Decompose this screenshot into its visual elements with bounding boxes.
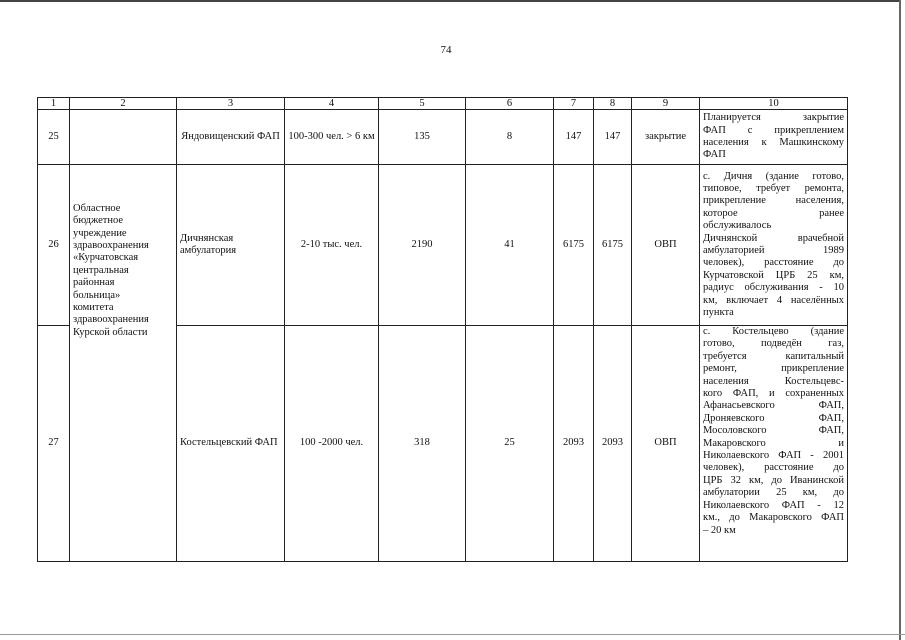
institution-line: центральная: [73, 264, 129, 276]
institution-line: Областное: [73, 202, 121, 214]
note-line: Макаровского и: [703, 437, 844, 449]
note-line: требуется капитальный: [703, 350, 844, 362]
institution-cell: [70, 165, 177, 562]
note-line: Николаевского ФАП - 12: [703, 499, 844, 511]
note-line: населения Костельцевс-: [703, 375, 844, 387]
header-cell: 8: [594, 98, 632, 110]
page-top-edge: [0, 0, 900, 2]
institution-line: учреждение: [73, 227, 127, 239]
value-col5: 318: [379, 326, 466, 562]
value-col5: 135: [379, 110, 466, 165]
note-line: ремонт, прикрепление: [703, 363, 844, 375]
header-cell: 10: [700, 98, 848, 110]
header-cell: 5: [379, 98, 466, 110]
value-col8: 147: [594, 110, 632, 165]
note-line: радиус обслуживания - 10: [703, 282, 844, 294]
row-number: 27: [38, 326, 70, 562]
header-cell: 1: [38, 98, 70, 110]
value-col6: 25: [466, 326, 554, 562]
table-row: [38, 110, 848, 165]
note-line: ЦРБ 32 км, до Иванинской: [703, 474, 844, 486]
facility-name: Дичнянская амбулатория: [177, 165, 285, 326]
note-cell: [700, 165, 848, 326]
note-line: готово, подведён газ,: [703, 338, 844, 350]
page-right-edge: [899, 0, 901, 640]
value-col7: 2093: [554, 326, 594, 562]
institution-line: комитета: [73, 302, 114, 314]
value-col5: 2190: [379, 165, 466, 326]
row-number: 26: [38, 165, 70, 326]
note-line: Дроняевского ФАП,: [703, 412, 844, 424]
institution-line: здравоохранения: [73, 239, 149, 251]
note-line: Афанасьевского ФАП,: [703, 400, 844, 412]
note-line: кого ФАП, и сохраненных: [703, 388, 844, 400]
note-line: обслуживалось: [703, 220, 772, 232]
note-line: амбулаторией 1989: [703, 245, 844, 256]
note-line: с. Костельцево (здание: [703, 326, 844, 337]
institution-line: здравоохранения: [73, 314, 149, 326]
note-cell: [700, 110, 848, 165]
facility-name: Костельцевский ФАП: [177, 326, 285, 562]
header-cell: 9: [632, 98, 700, 110]
facility-name: Яндовищенский ФАП: [177, 110, 285, 165]
header-cell: 4: [285, 98, 379, 110]
note-line: Дичнянской врачебной: [703, 232, 844, 244]
note-line: км., до Макаровского ФАП: [703, 512, 844, 524]
note-line: Мосоловского ФАП,: [703, 425, 844, 437]
note-line: – 20 км: [703, 524, 736, 536]
note-cell: [700, 326, 848, 562]
note-line: Николаевского ФАП - 2001: [703, 450, 844, 462]
note-line: которое ранее: [703, 207, 844, 219]
row-number: 25: [38, 110, 70, 165]
institution-line: бюджетное: [73, 215, 124, 227]
institution-line: больница»: [73, 289, 121, 301]
note-line: пункта: [703, 307, 734, 319]
institution-line: «Курчатовская: [73, 252, 139, 264]
planned-action: ОВП: [632, 165, 700, 326]
population-range: 100 -2000 чел.: [285, 326, 379, 562]
planned-action: закрытие: [632, 110, 700, 165]
header-cell: 2: [70, 98, 177, 110]
value-col8: 2093: [594, 326, 632, 562]
institution-line: Курской области: [73, 326, 148, 338]
value-col8: 6175: [594, 165, 632, 326]
note-line: человек), расстояние до: [703, 257, 844, 269]
value-col7: 147: [554, 110, 594, 165]
institution-line: районная: [73, 277, 115, 289]
note-line: амбулатории 25 км, до: [703, 487, 844, 499]
facilities-table: [37, 97, 848, 562]
note-line: человек), расстояние до: [703, 462, 844, 474]
value-col7: 6175: [554, 165, 594, 326]
planned-action: ОВП: [632, 326, 700, 562]
header-cell: 6: [466, 98, 554, 110]
note-line: с. Дичня (здание готово,: [703, 170, 844, 182]
table-row: [38, 165, 848, 326]
header-cell: 7: [554, 98, 594, 110]
note-line: ФАП: [703, 149, 726, 161]
value-col6: 41: [466, 165, 554, 326]
page-bottom-edge: [0, 634, 905, 635]
note-line: Курчатовской ЦРБ 25 км,: [703, 269, 844, 281]
note-line: типовое, требует ремонта,: [703, 182, 844, 194]
note-line: прикрепление населения,: [703, 195, 844, 207]
page-number: 74: [440, 44, 452, 56]
population-range: 2-10 тыс. чел.: [285, 165, 379, 326]
population-range: 100-300 чел. > 6 км: [285, 110, 379, 165]
note-line: населения к Машкинскому: [703, 137, 844, 148]
header-cell: 3: [177, 98, 285, 110]
header-row: [38, 98, 848, 110]
note-line: Планируется закрытие: [703, 112, 844, 124]
institution-cell-empty: [70, 110, 177, 165]
note-line: ФАП с прикреплением: [703, 124, 844, 136]
note-line: км, включает 4 населённых: [703, 294, 844, 306]
value-col6: 8: [466, 110, 554, 165]
